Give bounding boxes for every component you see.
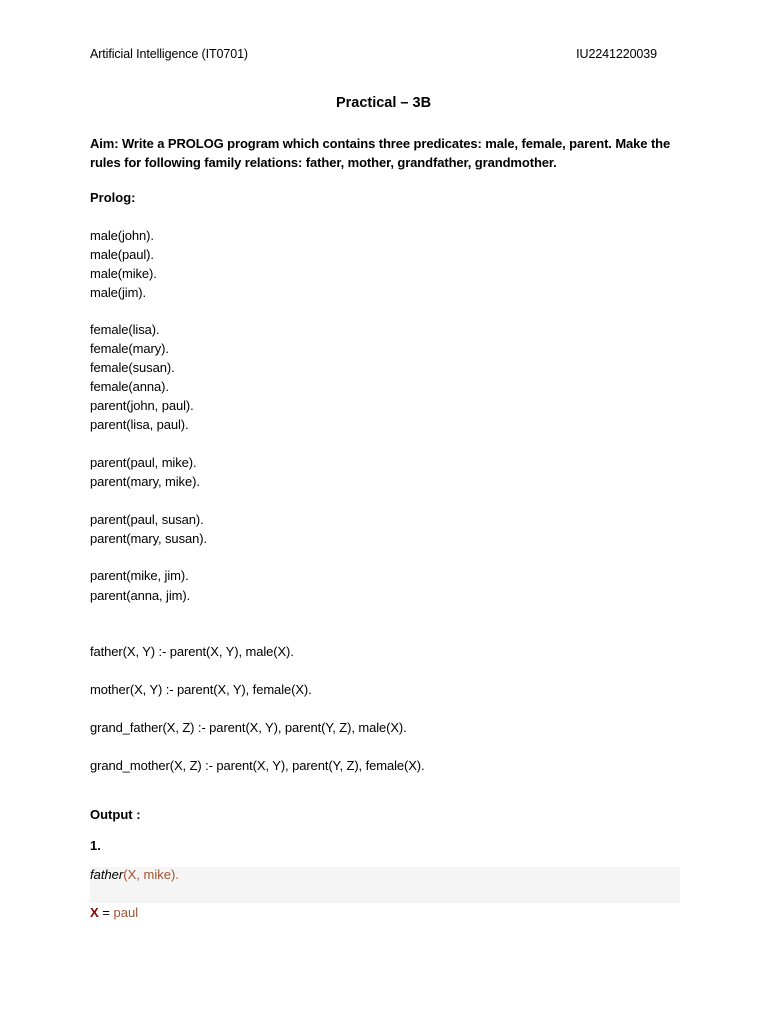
rule-grand-father: grand_father(X, Z) :- parent(X, Y), parent(Y, Z), male(X).: [90, 720, 407, 735]
output-label: Output :: [90, 807, 141, 822]
document-page: [90, 0, 680, 1024]
prolog-label: Prolog:: [90, 190, 136, 205]
output-number: 1.: [90, 838, 101, 853]
code-line: female(lisa).: [90, 322, 160, 337]
code-line: parent(paul, mike).: [90, 455, 197, 470]
code-line: female(susan).: [90, 360, 175, 375]
query-arg-1: X: [127, 867, 137, 882]
rule-mother: mother(X, Y) :- parent(X, Y), female(X).: [90, 682, 312, 697]
rule-father: father(X, Y) :- parent(X, Y), male(X).: [90, 644, 294, 659]
query-close: ).: [170, 867, 179, 882]
code-line: parent(lisa, paul).: [90, 417, 189, 432]
code-line: male(jim).: [90, 285, 147, 300]
code-line: female(mary).: [90, 341, 169, 356]
code-line: male(paul).: [90, 247, 154, 262]
answer-line: [90, 905, 138, 920]
rule-grand-mother: grand_mother(X, Z) :- parent(X, Y), parent(Y, Z), female(X).: [90, 758, 425, 773]
code-line: parent(john, paul).: [90, 398, 194, 413]
code-line: male(mike).: [90, 266, 157, 281]
code-line: parent(mike, jim).: [90, 568, 189, 583]
code-line: parent(mary, susan).: [90, 531, 207, 546]
code-line: female(anna).: [90, 379, 169, 394]
page-header: [90, 47, 657, 61]
query-predicate: father: [90, 867, 124, 882]
page-title: Practical – 3B: [335, 95, 432, 111]
query-open-paren: (: [123, 867, 128, 882]
enrollment-number: IU2241220039: [576, 47, 657, 61]
aim-statement: Aim: Write a PROLOG program which contains three predicates: male, female, parent. Make the rules for following family relations: father, mother, grandfather, grandmother.: [90, 136, 671, 170]
answer-value: paul: [113, 905, 139, 920]
course-title: Artificial Intelligence (IT0701): [90, 47, 248, 61]
query-arg-2: mike: [143, 867, 171, 882]
code-line: male(john).: [90, 228, 154, 243]
code-line: parent(mary, mike).: [90, 474, 200, 489]
answer-equals: =: [98, 905, 114, 920]
answer-variable: X: [90, 905, 99, 920]
query-separator: ,: [136, 867, 144, 882]
code-line: parent(paul, susan).: [90, 512, 204, 527]
code-line: parent(anna, jim).: [90, 588, 191, 603]
query-line: [90, 867, 179, 882]
